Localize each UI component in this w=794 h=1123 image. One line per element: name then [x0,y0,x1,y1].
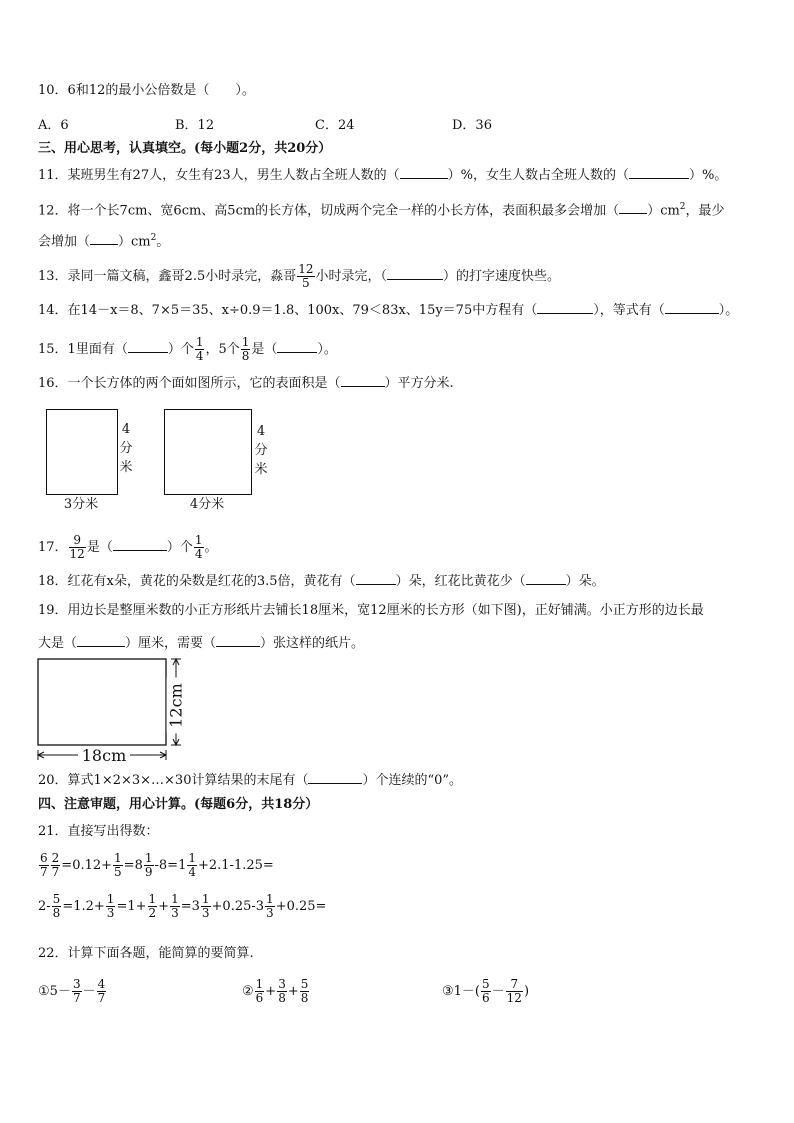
fraction: $\frac{3}{8}$ [278,977,286,1005]
fraction: $\frac{2}{7}$ [51,851,60,879]
fraction: $\frac{1}{8}$ [241,335,250,363]
question-12: 12．将一个长7cm、宽6cm、高5cm的长方体，切成两个完全一样的小长方体，表面积最多会增加（ ）$cm^2$，最少 [38,202,725,219]
question-19-line-2: 大是（ ）厘米，需要（ ）张这样的纸片。 [38,636,365,651]
bottom-length-label: 18cm [78,746,130,765]
fraction: $\frac{5}{6}$ [482,977,490,1005]
fraction: $\frac{1}{3}$ [266,892,274,920]
answer-blank[interactable] [113,538,167,551]
answer-blank[interactable] [400,166,448,179]
fraction: $\frac{1}{4}$ [188,851,196,879]
q10-option-a: A．6 [38,118,69,133]
question-21: 21．直接写出得数： [38,824,159,839]
fraction: $\frac{1}{6}$ [255,977,264,1005]
answer-blank[interactable] [665,301,719,314]
fraction: $\frac{1}{3}$ [106,892,115,920]
fraction: $\frac{3}{7}$ [72,977,81,1005]
fraction: $\frac{4}{7}$ [97,977,106,1005]
question-15: 15．1里面有（ ）个 $\frac{1}{4}$ ，5个 $\frac{1}{8}$ 是（ ）。 [38,335,337,363]
answer-blank[interactable] [356,572,396,585]
answer-blank[interactable] [619,201,647,214]
answer-blank[interactable] [77,634,125,647]
fraction: $\frac{1}{4}$ [194,533,203,561]
fraction: $\frac{1}{3}$ [171,892,179,920]
side-length-label: 12cm [167,678,186,734]
q22-part-3: ③1－( $\frac{5}{6}$ － $\frac{7}{12}$ ) [442,977,530,1005]
answer-blank[interactable] [90,232,118,245]
question-14: 14．在14－x＝8、7×5＝35、x÷0.9＝1.8、100x、79＜83x、15y＝75中方程有（ ），等式有（ ）。 [38,303,739,318]
face-2-bottom-label: 4分米 [189,497,225,512]
question-11: 11．某班男生有27人，女生有23人，男生人数占全班人数的（ ）%，女生人数占全班人数的（ ）%。 [38,168,728,183]
q10-option-d: D．36 [452,118,492,133]
section-3-heading: 三、用心思考，认真填空。(每小题2分，共20分） [38,141,332,156]
q22-part-1: ①5－ $\frac{3}{7}$ － $\frac{4}{7}$ [38,977,106,1005]
q21-row-2: 2- $\frac{5}{8}$ =1.2+ $\frac{1}{3}$ =1+ $\frac{1}{2}$ + $\frac{1}{3}$ =3 $\frac{1}{3}$ +0.25-3 $\frac{1}{3}$ +0.25= [38,892,327,920]
answer-blank[interactable] [308,771,362,784]
fraction: $\frac{7}{12}$ [506,977,522,1005]
answer-blank[interactable] [526,572,566,585]
q22-part-2: ② $\frac{1}{6}$ + $\frac{3}{8}$ + $\frac{5}{8}$ [242,977,309,1005]
q10-option-c: C．24 [315,118,355,133]
question-18: 18．红花有x朵，黄花的朵数是红花的3.5倍，黄花有（ ）朵，红花比黄花少（ ）朵。 [38,574,605,589]
question-19: 19．用边长是整厘米数的小正方形纸片去铺长18厘米，宽12厘米的长方形（如下图)，正好铺满。小正方形的边长最 [38,603,704,618]
question-12-line-2: 会增加（ ）$cm^2$。 [38,233,170,250]
fraction: $\frac{9}{12}$ [69,533,85,561]
face-1-side-label: 4 分 米 [119,422,133,475]
fraction: $\frac{1}{9}$ [144,851,153,879]
answer-blank[interactable] [128,340,168,353]
face-rectangle-1 [46,409,118,495]
answer-blank[interactable] [277,340,317,353]
answer-blank[interactable] [537,301,593,314]
question-10: 10．6和12的最小公倍数是（ ）。 [38,83,255,98]
face-2-side-label: 4 分 米 [254,424,268,477]
answer-blank[interactable] [629,166,689,179]
section-4-heading: 四、注意审题，用心计算。(每题6分，共18分） [38,797,319,812]
fraction: $\frac{1}{3}$ [201,892,210,920]
fraction: $\frac{5}{8}$ [300,977,309,1005]
face-rectangle-2 [164,409,252,495]
fraction: $\frac{12}{5}$ [298,262,314,290]
question-16: 16．一个长方体的两个面如图所示，它的表面积是（ ）平方分米. [38,376,454,391]
question-17: 17． $\frac{9}{12}$ 是（ ）个 $\frac{1}{4}$ 。 [38,533,218,561]
answer-blank[interactable] [341,374,385,387]
question-20: 20．算式1×2×3×…×30计算结果的末尾有（ ）个连续的“0”。 [38,773,463,788]
question-13: 13．录同一篇文稿，鑫哥2.5小时录完，淼哥 $\frac{12}{5}$ 小时录完，（ ）的打字速度快些。 [38,262,561,290]
fraction: $\frac{6}{7}$ [40,851,48,879]
answer-blank[interactable] [216,634,260,647]
fraction: $\frac{1}{5}$ [114,851,122,879]
q21-row-1: $\frac{6}{7}$ $\frac{2}{7}$ =0.12+ $\frac{1}{5}$ =8 $\frac{1}{9}$ -8=1 $\frac{1}{4}$ +2.1-1.25= [40,851,274,879]
answer-blank[interactable] [387,267,443,280]
question-22: 22．计算下面各题，能简算的要简算. [38,946,254,961]
fraction: $\frac{1}{2}$ [148,892,157,920]
face-1-bottom-label: 3分米 [63,497,99,512]
fraction: $\frac{5}{8}$ [52,892,61,920]
q10-option-b: B．12 [175,118,215,133]
fraction: $\frac{1}{4}$ [195,335,204,363]
